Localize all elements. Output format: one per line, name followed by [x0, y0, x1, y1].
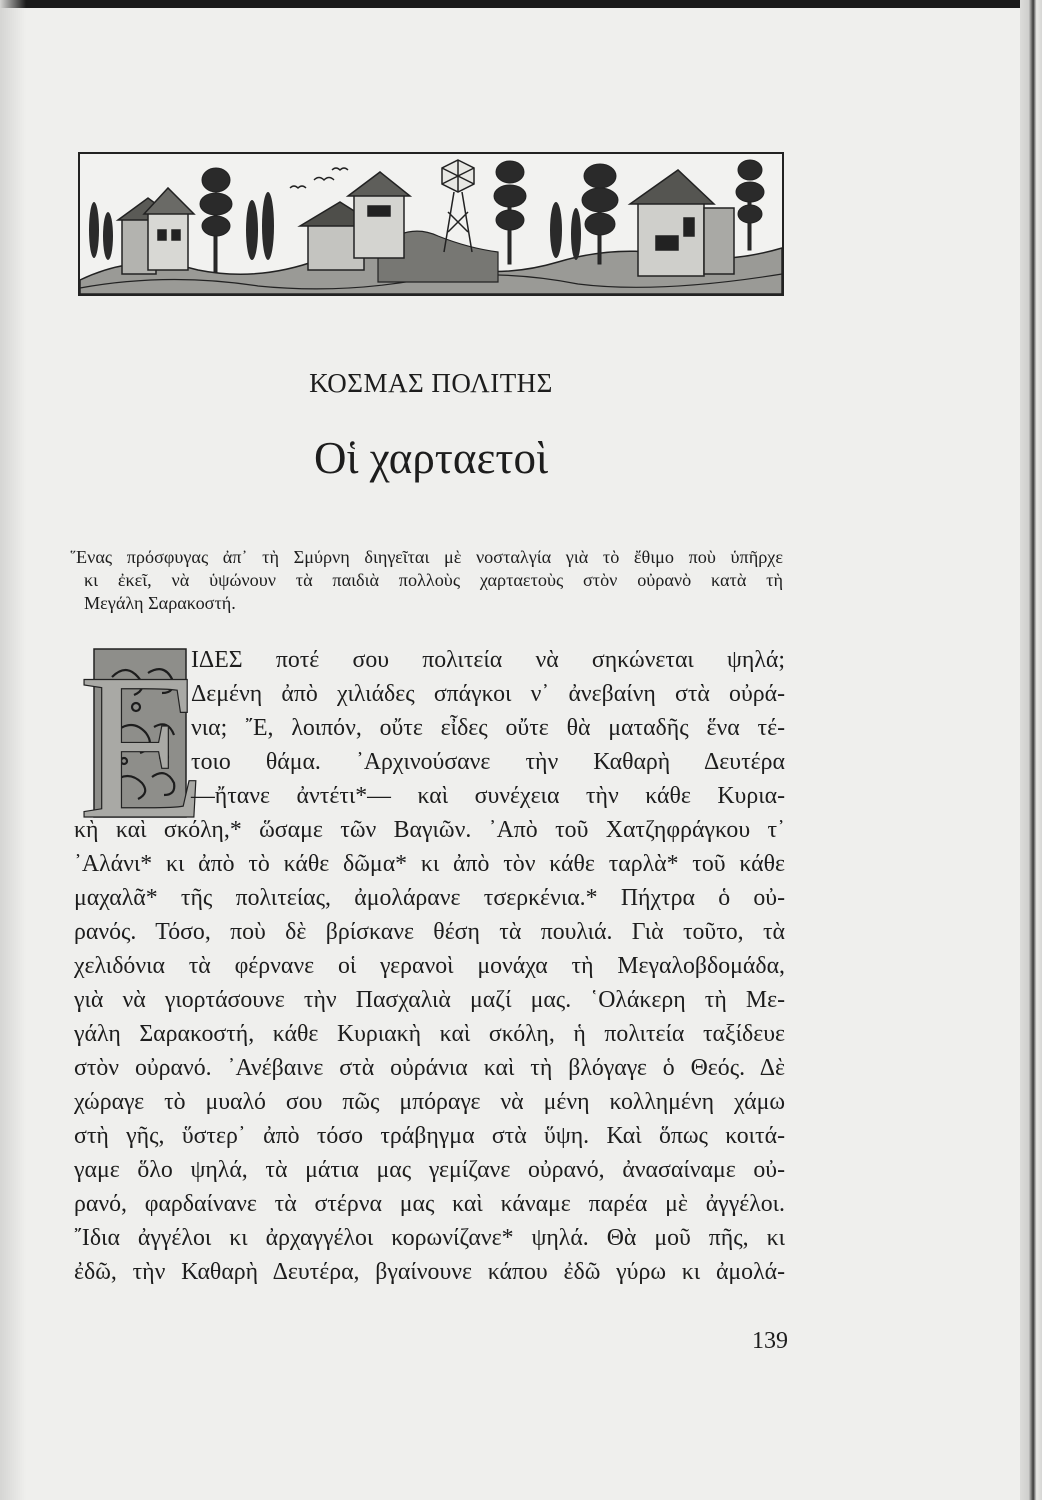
body-line: —ἤτανε ἀντέτι*— καὶ συνέχεια τὴν κάθε Κυρια- — [191, 783, 785, 809]
drop-cap-letter: Ε — [78, 631, 207, 863]
body-line: ΙΔΕΣ ποτέ σου πολιτεία νὰ σηκώνεται ψηλά; — [191, 647, 785, 673]
body-line: τοιο θάμα. ᾿Αρχινούσανε τὴν Καθαρὴ Δευτέρα — [191, 749, 785, 775]
body-line: χώραγε τὸ μυαλό σου πῶς μπόραγε νὰ μένη κολλημένη χάμω — [74, 1089, 785, 1115]
story-title: Οἱ χαρταετοὶ — [313, 433, 549, 483]
body-line: ἐδῶ, τὴν Καθαρὴ Δευτέρα, βγαίνουνε κάπου ἐδῶ γύρω κι ἀμολά- — [74, 1259, 785, 1285]
author-name: ΚΟΣΜΑΣ ΠΟΛΙΤΗΣ — [309, 368, 553, 398]
body-line: γιὰ νὰ γιορτάσουνε τὴν Πασχαλιὰ μαζί μας. ῾Ολάκερη τὴ Με- — [74, 987, 785, 1013]
body-line: μαχαλᾶ* τῆς πολιτείας, ἀμολάρανε τσερκένια.* Πήχτρα ὁ οὐ- — [74, 885, 785, 911]
body-line: νια; ῎Ε, λοιπόν, οὔτε εἶδες οὔτε θὰ ματαδῆς ἕνα τέ- — [191, 715, 785, 741]
scan-right-edge — [1020, 0, 1042, 1500]
intro-line: Μεγάλη Σαρακοστή. — [84, 593, 236, 613]
scan-top-edge — [0, 0, 1042, 8]
page-number: 139 — [752, 1328, 788, 1354]
intro-line: κι ἐκεῖ, νὰ ὑψώνουν τὰ παιδιὰ πολλοὺς χαρταετοὺς στὸν οὐρανὸ κατὰ τὴ — [84, 570, 783, 590]
body-line: ῎Ιδια ἀγγέλοι κι ἀρχαγγέλοι κορωνίζανε* ψηλά. Θὰ μοῦ πῆς, κι — [74, 1225, 785, 1251]
village-banner-illustration — [78, 152, 784, 296]
body-line: ᾿Αλάνι* κι ἀπὸ τὸ κάθε δῶμα* κι ἀπὸ τὸν κάθε ταρλὰ* τοῦ κάθε — [74, 851, 785, 877]
body-line: χελιδόνια τὰ φέρνανε οἱ γερανοὶ μονάχα τὴ Μεγαλοβδομάδα, — [74, 953, 785, 979]
body-line: γάλη Σαρακοστή, κάθε Κυριακὴ καὶ σκόλη, ἡ πολιτεία ταξίδευε — [74, 1021, 785, 1047]
drop-cap-ornament — [74, 631, 207, 863]
scan-left-shadow — [0, 0, 26, 1500]
body-line: ρανός. Τόσο, ποὺ δὲ βρίσκανε θέση τὰ πουλιά. Γιὰ τοῦτο, τὰ — [74, 919, 785, 945]
body-line: ρανό, φαρδαίνανε τὰ στέρνα μας καὶ κάναμε παρέα μὲ ἀγγέλοι. — [74, 1191, 785, 1217]
body-line: γαμε ὅλο ψηλά, τὰ μάτια μας γεμίζανε οὐρανό, ἀνασαίναμε οὐ- — [74, 1157, 785, 1183]
body-line: Δεμένη ἀπὸ χιλιάδες σπάγκοι ν᾿ ἀνεβαίνη στὰ οὐρά- — [191, 681, 785, 707]
intro-line: ῞Ενας πρόσφυγας ἀπ᾿ τὴ Σμύρνη διηγεῖται μὲ νοσταλγία γιὰ τὸ ἔθιμο ποὺ ὑπῆρχε — [70, 547, 783, 567]
body-line: στὸν οὐρανό. ᾿Ανέβαινε στὰ οὐράνια καὶ τὴ βλόγαγε ὁ Θεός. Δὲ — [74, 1055, 785, 1081]
body-line: στὴ γῆς, ὕστερ᾿ ἀπὸ τόσο τράβηγμα στὰ ὕψη. Καὶ ὅπως κοιτά- — [74, 1123, 785, 1149]
body-line: κὴ καὶ σκόλη,* ὥσαμε τῶν Βαγιῶν. ᾿Απὸ τοῦ Χατζηφράγκου τ᾿ — [74, 817, 785, 843]
intro-paragraph — [70, 546, 783, 615]
